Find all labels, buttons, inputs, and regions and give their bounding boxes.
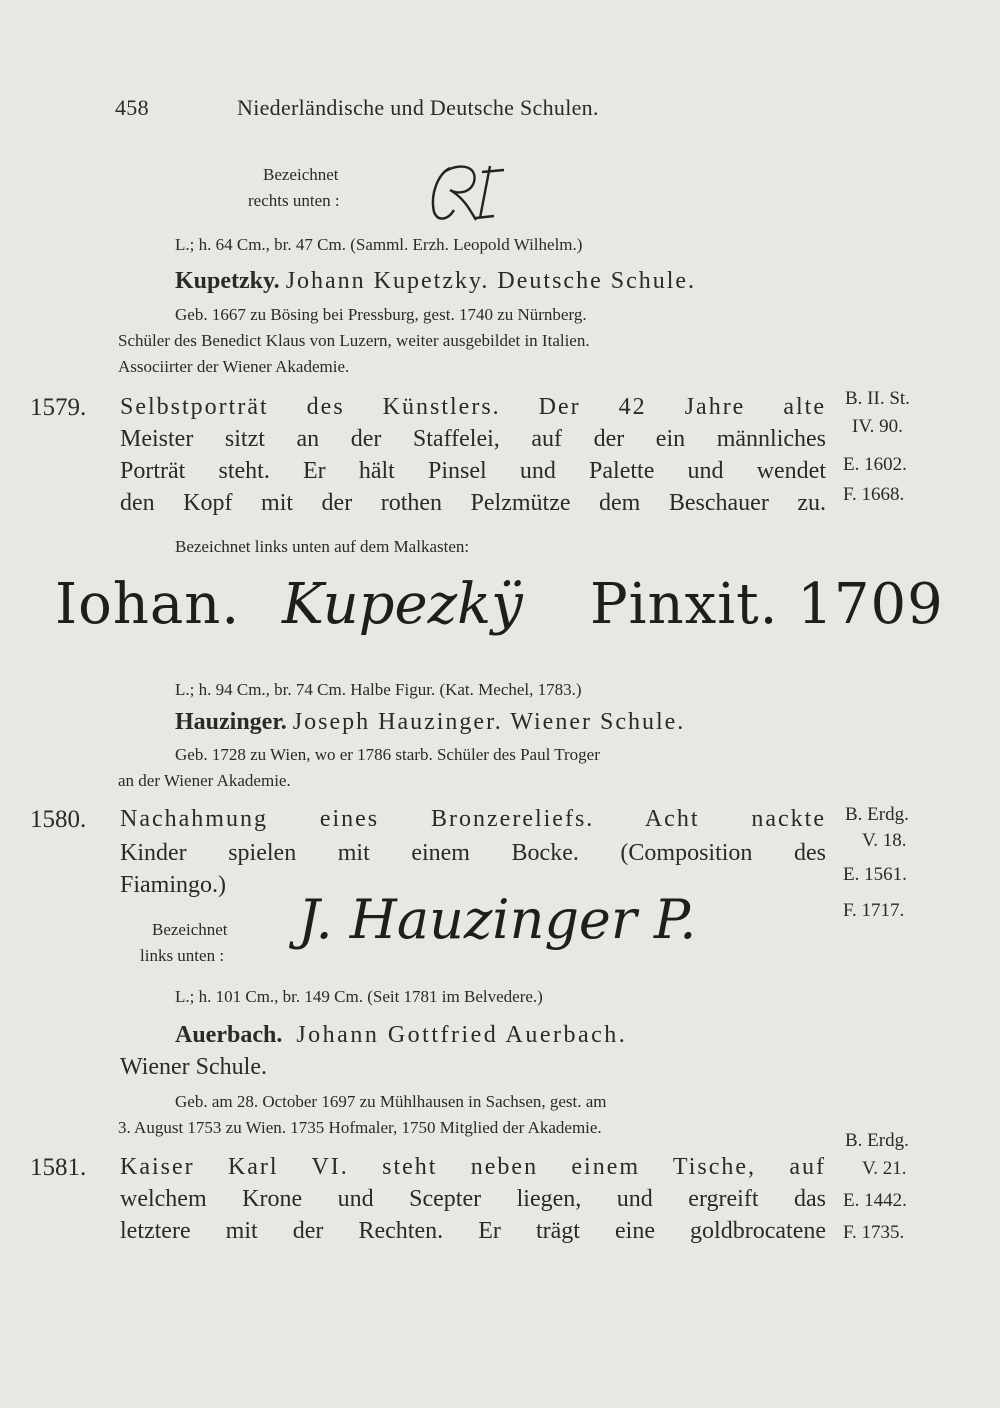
catalogue-ref: B. Erdg. <box>845 1130 909 1151</box>
entry-meta: L.; h. 94 Cm., br. 74 Cm. Halbe Figur. (Kat. Mechel, 1783.) <box>175 680 582 699</box>
signature-note-label: Bezeichnet <box>263 165 339 184</box>
catalogue-ref: F. 1717. <box>843 900 905 921</box>
catalogue-number: 1581. <box>30 1154 87 1181</box>
signature-note-label: Bezeichnet links unten auf dem Malkasten: <box>175 537 470 556</box>
artist-fullname: Johann Gottfried Auerbach. <box>296 1022 628 1048</box>
catalogue-ref: IV. 90. <box>852 416 903 437</box>
artist-surname: Hauzinger. <box>175 709 287 735</box>
catalogue-number: 1580. <box>30 806 87 833</box>
signature-note-label: rechts unten : <box>248 191 340 210</box>
artist-bio-line: an der Wiener Akademie. <box>118 771 291 790</box>
signature-note-label: links unten : <box>140 946 225 965</box>
catalogue-ref: V. 18. <box>862 830 907 851</box>
entry-text-line: letztere mit der Rechten. Er trägt eine goldbrocatene <box>120 1218 826 1244</box>
entry-meta: L.; h. 64 Cm., br. 47 Cm. (Samml. Erzh. Leopold Wilhelm.) <box>175 235 583 254</box>
entry-text-line: Porträt steht. Er hält Pinsel und Palette und wendet <box>120 458 826 484</box>
painted-signature-part: Kupezkÿ <box>282 572 523 637</box>
catalogue-ref: F. 1735. <box>843 1222 905 1243</box>
artist-bio-line: Geb. 1728 zu Wien, wo er 1786 starb. Schüler des Paul Troger <box>175 745 600 764</box>
artist-bio-line: Geb. am 28. October 1697 zu Mühlhausen in Sachsen, gest. am <box>175 1092 607 1111</box>
artist-surname: Kupetzky. <box>175 268 280 294</box>
catalogue-ref: B. II. St. <box>845 388 910 409</box>
entry-text-line: Nachahmung eines Bronzereliefs. Acht nackte <box>120 806 826 832</box>
monogram-signature <box>420 160 520 233</box>
entry-meta: L.; h. 101 Cm., br. 149 Cm. (Seit 1781 im Belvedere.) <box>175 987 543 1006</box>
entry-text-line: den Kopf mit der rothen Pelzmütze dem Beschauer zu. <box>120 490 826 516</box>
catalogue-ref: E. 1561. <box>843 864 907 885</box>
artist-bio-line: Associirter der Wiener Akademie. <box>118 357 350 376</box>
entry-text-line: Fiamingo.) <box>120 872 226 898</box>
catalogue-ref: E. 1442. <box>843 1190 907 1211</box>
entry-text-line: Kaiser Karl VI. steht neben einem Tische, auf <box>120 1154 826 1180</box>
artist-bio-line: Schüler des Benedict Klaus von Luzern, weiter ausgebildet in Italien. <box>118 331 590 350</box>
page-number: 458 <box>115 95 149 120</box>
artist-heading <box>175 266 696 296</box>
artist-school: Wiener Schule. <box>120 1054 267 1080</box>
entry-text-line: Selbstporträt des Künstlers. Der 42 Jahre alte <box>120 394 826 420</box>
artist-heading <box>175 1020 627 1050</box>
catalogue-number: 1579. <box>30 394 87 421</box>
painted-signature: J. Hauzinger P. <box>298 888 697 951</box>
entry-text-line: welchem Krone und Scepter liegen, und ergreift das <box>120 1186 826 1212</box>
artist-fullname: Johann Kupetzky. Deutsche Schule. <box>285 268 697 294</box>
artist-bio-line: 3. August 1753 zu Wien. 1735 Hofmaler, 1750 Mitglied der Akademie. <box>118 1118 602 1137</box>
artist-bio-line: Geb. 1667 zu Bösing bei Pressburg, gest. 1740 zu Nürnberg. <box>175 305 587 324</box>
painted-signature-part: Iohan. <box>55 572 241 637</box>
catalogue-ref: B. Erdg. <box>845 804 909 825</box>
painted-signature-part: Pinxit. 1709 <box>590 572 944 637</box>
entry-text-line: Kinder spielen mit einem Bocke. (Composition des <box>120 840 826 866</box>
catalogue-ref: F. 1668. <box>843 484 905 505</box>
catalogue-ref: E. 1602. <box>843 454 907 475</box>
entry-text-line: Meister sitzt an der Staffelei, auf der ein männliches <box>120 426 826 452</box>
running-title: Niederländische und Deutsche Schulen. <box>237 95 599 120</box>
artist-surname: Auerbach. <box>175 1022 283 1048</box>
artist-fullname: Joseph Hauzinger. Wiener Schule. <box>292 709 686 735</box>
artist-heading <box>175 707 685 737</box>
catalogue-ref: V. 21. <box>862 1158 907 1179</box>
signature-note-label: Bezeichnet <box>152 920 228 939</box>
